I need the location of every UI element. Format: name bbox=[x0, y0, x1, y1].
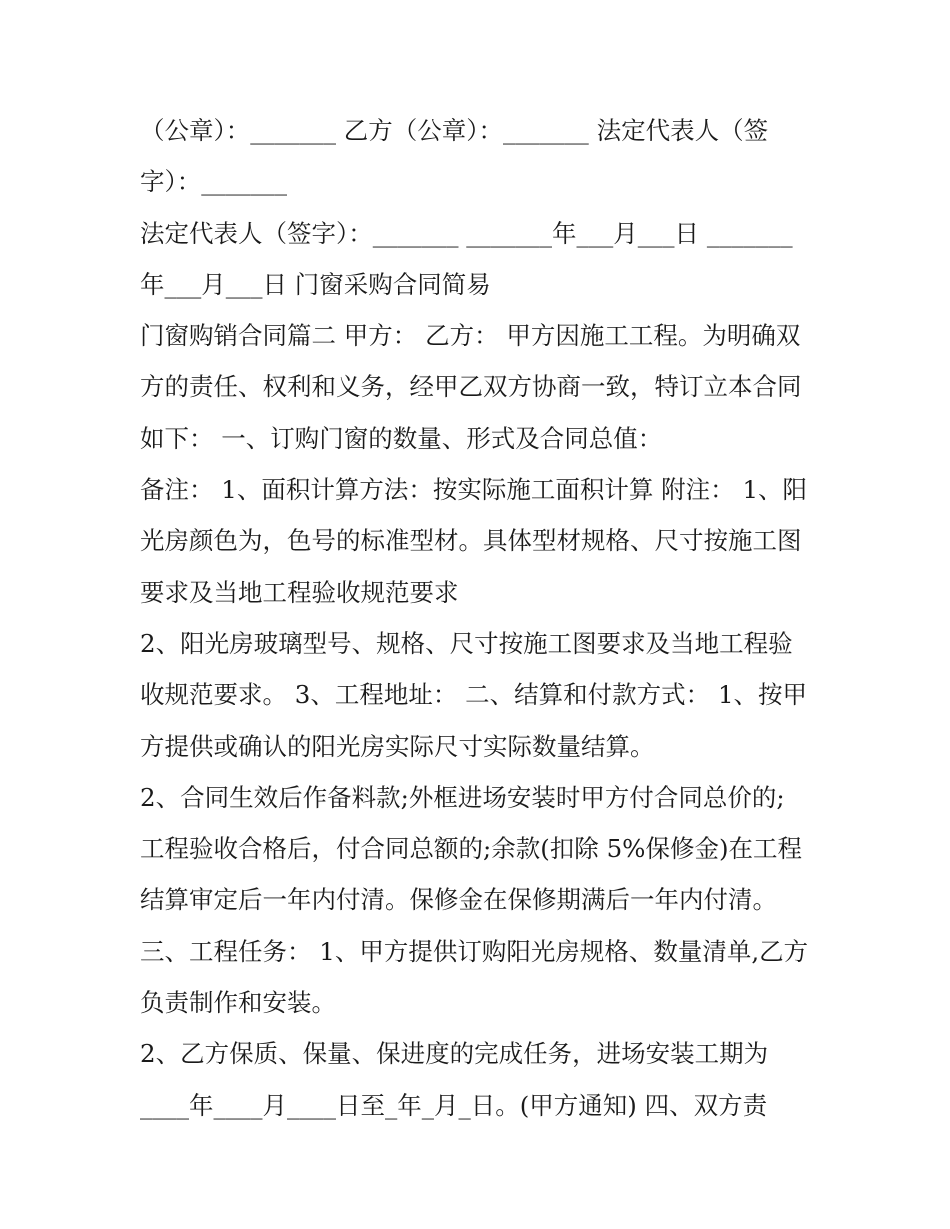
text-line: 结算审定后一年内付清。保修金在保修期满后一年内付清。 bbox=[140, 885, 777, 915]
text-line: 工程验收合格后，付合同总额的;余款(扣除 5%保修金)在工程 bbox=[140, 834, 803, 864]
text-line: 光房颜色为，色号的标准型材。具体型材规格、尺寸按施工图 bbox=[140, 526, 802, 556]
text-line: 2、阳光房玻璃型号、规格、尺寸按施工图要求及当地工程验 bbox=[140, 628, 793, 658]
text-line: 法定代表人（签字）：_______ _______年___月___日 _______ bbox=[140, 218, 793, 248]
contract-text bbox=[140, 105, 820, 1131]
text-line: 字）：_______ bbox=[140, 167, 287, 197]
text-line: 年___月___日 门窗采购合同简易 bbox=[140, 269, 491, 299]
text-line: 如下： 一、订购门窗的数量、形式及合同总值： bbox=[140, 423, 663, 453]
text-line: 方的责任、权利和义务，经甲乙双方协商一致，特订立本合同 bbox=[140, 372, 802, 402]
text-line: 备注： 1、面积计算方法：按实际施工面积计算 附注： 1、阳 bbox=[140, 475, 808, 505]
text-line: 门窗购销合同篇二 甲方： 乙方： 甲方因施工工程。为明确双 bbox=[140, 321, 801, 351]
text-line: 收规范要求。 3、工程地址： 二、结算和付款方式： 1、按甲 bbox=[140, 680, 808, 710]
text-line: 2、合同生效后作备料款;外框进场安装时甲方付合同总价的; bbox=[140, 782, 785, 812]
text-line: ____年____月____日至_年_月_日。(甲方通知) 四、双方责 bbox=[140, 1090, 768, 1120]
text-line: 三、工程任务： 1、甲方提供订购阳光房规格、数量清单,乙方 bbox=[140, 936, 809, 966]
text-line: 2、乙方保质、保量、保进度的完成任务，进场安装工期为 bbox=[140, 1039, 769, 1069]
text-line: （公章）：_______ 乙方（公章）：_______ 法定代表人（签 bbox=[140, 116, 769, 145]
text-line: 方提供或确认的阳光房实际尺寸实际数量结算。 bbox=[140, 731, 655, 761]
text-line: 要求及当地工程验收规范要求 bbox=[140, 577, 459, 607]
text-line: 负责制作和安装。 bbox=[140, 988, 336, 1018]
